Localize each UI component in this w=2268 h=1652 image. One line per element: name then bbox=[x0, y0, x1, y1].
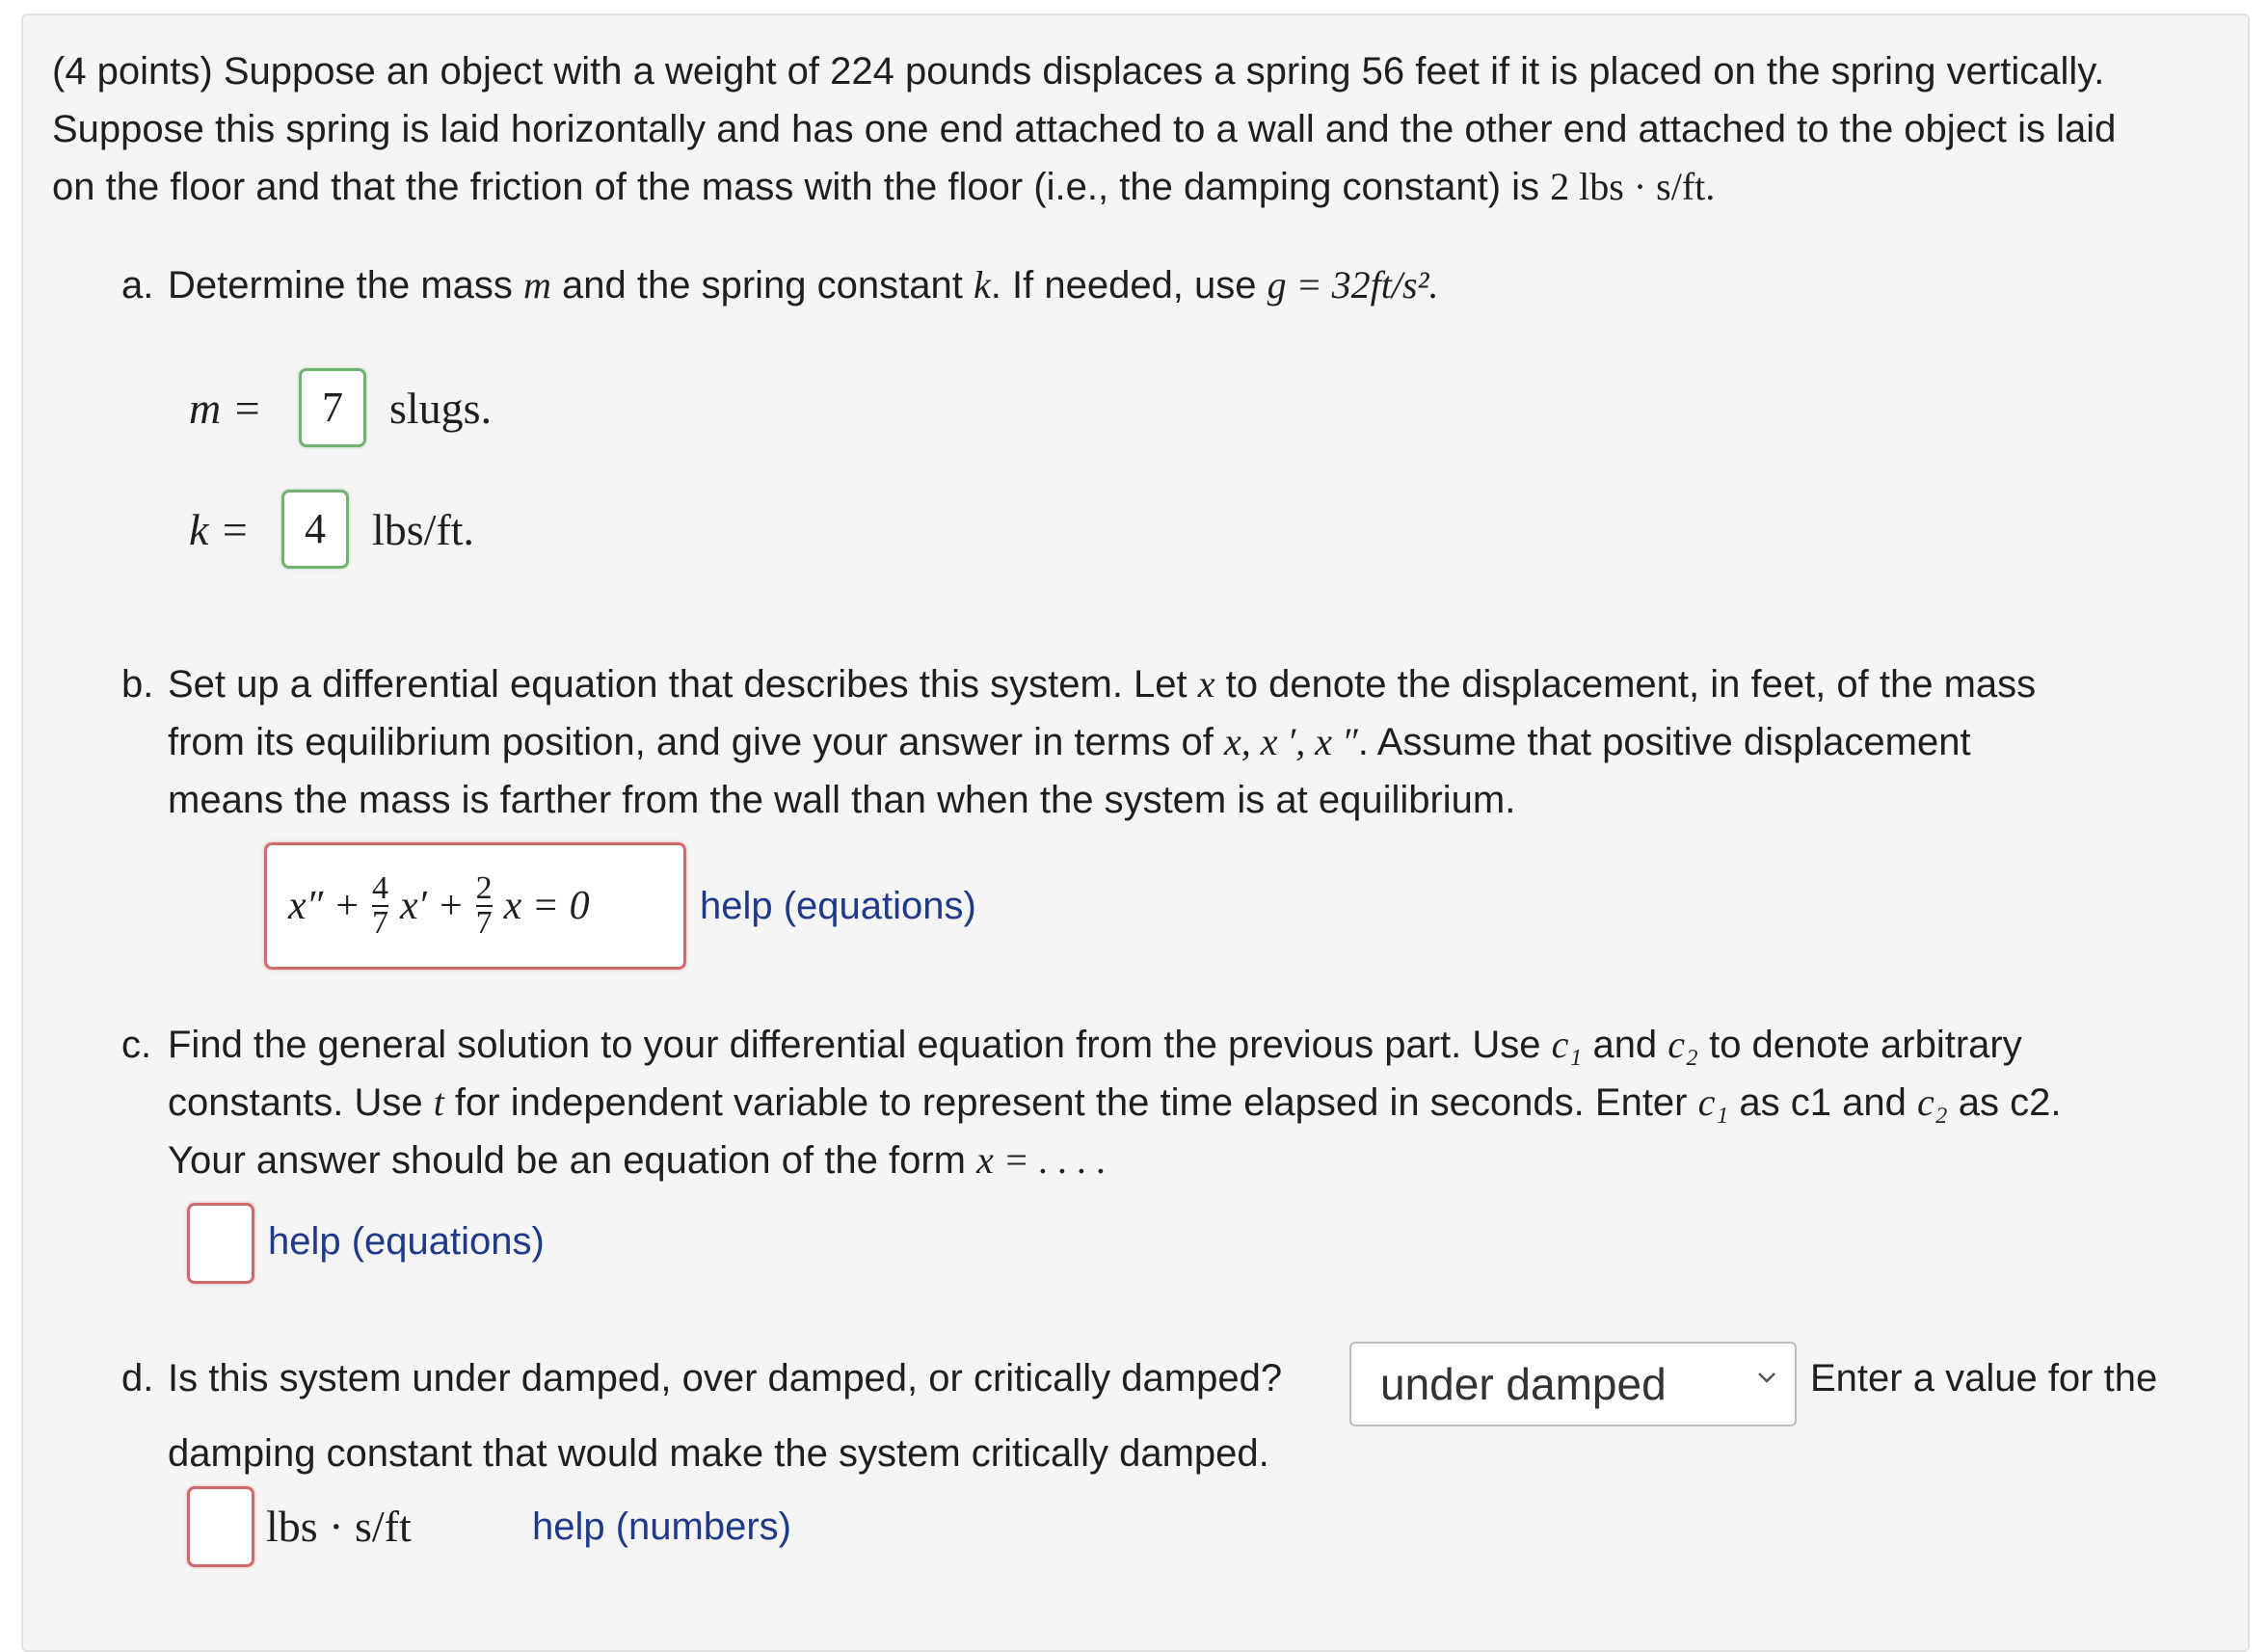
part-b-line-1 bbox=[168, 655, 2192, 713]
eq-fraction-1 bbox=[372, 872, 388, 940]
derivative-vars: x, x ′, x ″ bbox=[1224, 720, 1358, 763]
part-c-line-1 bbox=[168, 1016, 2211, 1074]
constant-c2: c₂ bbox=[1916, 1080, 1948, 1124]
part-b-line-1-text: Set up a differential equation that describes this system. Let bbox=[168, 663, 1198, 706]
k-label: k = bbox=[189, 505, 250, 554]
part-a-question bbox=[168, 256, 1439, 314]
part-d-line-1: Is this system under damped, over damped, or critically damped? bbox=[168, 1357, 1283, 1399]
part-c-question bbox=[168, 1016, 2211, 1189]
part-c-line-2 bbox=[168, 1074, 2211, 1132]
help-equations-link[interactable]: help (equations) bbox=[700, 885, 976, 927]
var-t: t bbox=[433, 1080, 444, 1124]
spring-constant-answer-field[interactable]: 4 bbox=[281, 490, 349, 569]
part-c-as-c1: as c1 and bbox=[1728, 1081, 1917, 1124]
part-b-line-2-post: . Assume that positive displacement bbox=[1357, 721, 1971, 763]
m-label: m = bbox=[189, 384, 262, 433]
part-a-text-post: . If needed, use bbox=[990, 264, 1267, 306]
damping-constant-math: 2 lbs · s/ft. bbox=[1550, 165, 1716, 208]
part-b-question bbox=[168, 655, 2192, 829]
part-c-line-1-text: Find the general solution to your differential equation from the previous part. Use bbox=[168, 1024, 1552, 1066]
problem-intro bbox=[52, 42, 2240, 216]
part-c-line-2-text: constants. Use bbox=[168, 1081, 434, 1124]
mass-answer-field[interactable]: 7 bbox=[299, 368, 366, 447]
help-numbers-link[interactable]: help (numbers) bbox=[532, 1505, 792, 1548]
part-b bbox=[121, 655, 2194, 983]
part-b-line-1-post: to denote the displacement, in feet, of the mass bbox=[1214, 663, 2037, 706]
gravity-expression: g = 32ft/s². bbox=[1267, 263, 1439, 306]
part-d bbox=[121, 1349, 2194, 1600]
part-b-label: b. bbox=[121, 663, 154, 706]
critical-damping-field[interactable] bbox=[187, 1486, 254, 1567]
differential-equation-field[interactable] bbox=[264, 842, 686, 970]
intro-line-3 bbox=[52, 158, 2240, 216]
part-d-line-2: damping constant that would make the system critically damped. bbox=[168, 1432, 1269, 1475]
damping-type-select[interactable] bbox=[1349, 1342, 1797, 1426]
damping-type-selected-value: under damped bbox=[1380, 1359, 1667, 1409]
fraction-2-denominator: 7 bbox=[475, 905, 493, 941]
chevron-down-icon bbox=[1756, 1367, 1777, 1388]
damping-unit: lbs · s/ft bbox=[266, 1502, 412, 1551]
fraction-1-denominator: 7 bbox=[371, 905, 388, 941]
part-c-as-c2: as c2. bbox=[1947, 1081, 2062, 1124]
part-d-line-1-post: Enter a value for the bbox=[1810, 1357, 2158, 1399]
part-a-text-mid: and the spring constant bbox=[550, 264, 974, 306]
mass-unit: slugs. bbox=[389, 384, 493, 433]
part-c bbox=[121, 1016, 2194, 1295]
var-k: k bbox=[974, 263, 991, 306]
general-solution-field[interactable] bbox=[187, 1203, 254, 1284]
fraction-1-numerator: 4 bbox=[371, 870, 388, 906]
part-b-line-3: means the mass is farther from the wall than when the system is at equilibrium. bbox=[168, 779, 1516, 821]
part-c-line-2-mid: for independent variable to represent the time elapsed in seconds. Enter bbox=[443, 1081, 1698, 1124]
part-c-line-3-text: Your answer should be an equation of the form bbox=[168, 1139, 977, 1182]
constant-c2: c₂ bbox=[1668, 1023, 1698, 1066]
spring-constant-unit: lbs/ft. bbox=[372, 505, 475, 554]
part-c-label: c. bbox=[121, 1024, 152, 1066]
eq-term-3: x = 0 bbox=[503, 884, 590, 928]
fraction-2-numerator: 2 bbox=[475, 870, 493, 906]
eq-term-1: x″ + bbox=[288, 884, 360, 928]
part-c-line-1-post: to denote arbitrary bbox=[1697, 1024, 2022, 1066]
part-b-line-2 bbox=[168, 713, 2192, 771]
part-c-and: and bbox=[1582, 1024, 1668, 1066]
intro-line-2: Suppose this spring is laid horizontally and has one end attached to a wall and the other end attached to the object is laid bbox=[52, 108, 2117, 150]
var-x: x bbox=[1197, 662, 1215, 706]
var-m: m bbox=[523, 263, 551, 306]
eq-fraction-2 bbox=[476, 872, 493, 940]
part-b-line-2-text: from its equilibrium position, and give your answer in terms of bbox=[168, 721, 1225, 763]
help-equations-link[interactable]: help (equations) bbox=[268, 1220, 545, 1263]
part-c-line-3 bbox=[168, 1132, 2211, 1189]
differential-equation-value bbox=[288, 872, 590, 940]
intro-line-1: (4 points) Suppose an object with a weight of 224 pounds displaces a spring 56 feet if it is placed on the spring vertically. bbox=[52, 50, 2105, 93]
form-expression: x = . . . . bbox=[976, 1138, 1107, 1182]
part-a-text: Determine the mass bbox=[168, 264, 524, 306]
constant-c1: c₁ bbox=[1551, 1023, 1583, 1066]
part-a-label: a. bbox=[121, 264, 154, 306]
part-a bbox=[121, 256, 2194, 584]
problem-card bbox=[21, 13, 2250, 1652]
part-d-label: d. bbox=[121, 1357, 154, 1399]
eq-term-2: x′ + bbox=[399, 884, 465, 928]
intro-line-3-text: on the floor and that the friction of the mass with the floor (i.e., the damping constant) is bbox=[52, 166, 1551, 208]
constant-c1: c₁ bbox=[1697, 1080, 1729, 1124]
